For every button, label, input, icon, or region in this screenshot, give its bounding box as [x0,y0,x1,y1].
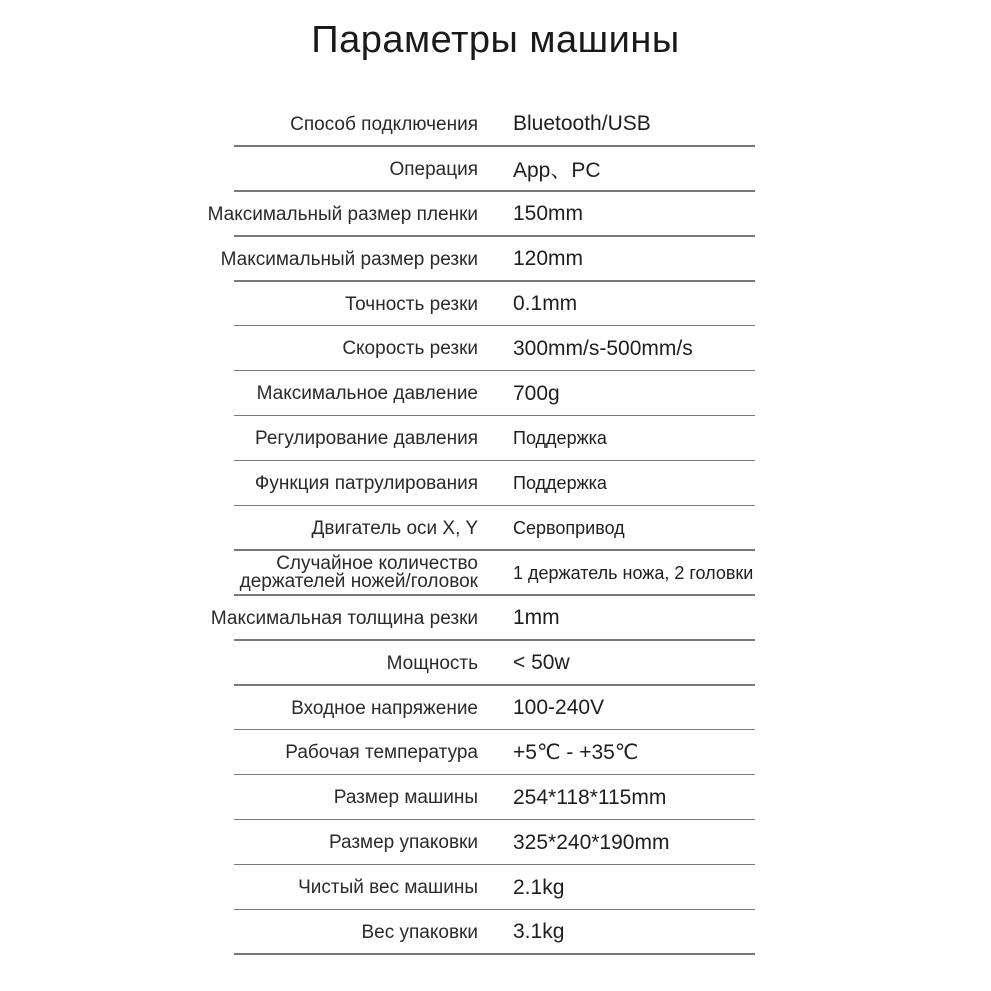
table-row [0,775,991,820]
row-value: Поддержка [513,473,607,494]
table-row [0,910,991,955]
row-label: Операция [389,158,478,180]
row-label: Максимальный размер пленки [207,203,478,225]
row-value: Bluetooth/USB [513,112,651,136]
table-row [0,865,991,910]
page-title: Параметры машины [311,19,680,61]
row-value: 700g [513,381,560,405]
table-row [0,596,991,641]
spec-table [0,102,991,955]
row-value: 1 держатель ножа, 2 головки [513,562,754,583]
row-value: +5℃ - +35℃ [513,741,639,765]
row-label: Двигатель оси X, Y [311,517,478,539]
table-row [0,102,991,147]
row-value: 150mm [513,202,584,226]
row-value: 120mm [513,247,584,271]
table-row [0,551,991,596]
row-value: 325*240*190mm [513,830,670,854]
row-label: Рабочая температура [285,742,478,764]
table-row [0,686,991,731]
row-value: 300mm/s-500mm/s [513,336,693,360]
table-row [0,820,991,865]
row-value: 0.1mm [513,292,578,315]
table-row [0,641,991,686]
row-label: Максимальная толщина резки [210,607,478,629]
row-value: Поддержка [513,428,607,449]
row-value: 100-240V [513,696,605,720]
table-row [0,192,991,237]
row-value: 1mm [513,606,560,630]
table-row [0,416,991,461]
table-row [0,237,991,282]
row-label: Максимальное давление [256,383,478,405]
row-label: Входное напряжение [291,697,478,719]
table-row [0,371,991,416]
row-value: App、PC [513,159,601,183]
table-row [0,282,991,327]
row-label: Размер машины [333,787,478,809]
row-value: 2.1kg [513,875,565,899]
table-row [0,147,991,192]
row-label: Размер упаковки [328,832,478,854]
table-row [0,326,991,371]
row-label: Скорость резки [342,338,478,360]
table-row [0,506,991,551]
row-label: Регулирование давления [254,428,478,450]
row-value: 3.1kg [513,920,565,944]
row-value: Сервопривод [513,517,625,538]
table-row [0,461,991,506]
row-label: Способ подключения [290,113,478,135]
row-label: Максимальный размер резки [220,248,478,270]
table-row [0,730,991,775]
row-label: Точность резки [345,293,478,315]
row-label: Вес упаковки [361,921,478,943]
row-label: Мощность [386,652,478,674]
row-label: Чистый вес машины [298,877,478,899]
row-label: Функция патрулирования [254,473,478,495]
row-value: 254*118*115mm [513,785,667,809]
row-label: Случайное количество держателей ножей/головок [239,553,478,593]
row-value: < 50w [513,651,570,675]
